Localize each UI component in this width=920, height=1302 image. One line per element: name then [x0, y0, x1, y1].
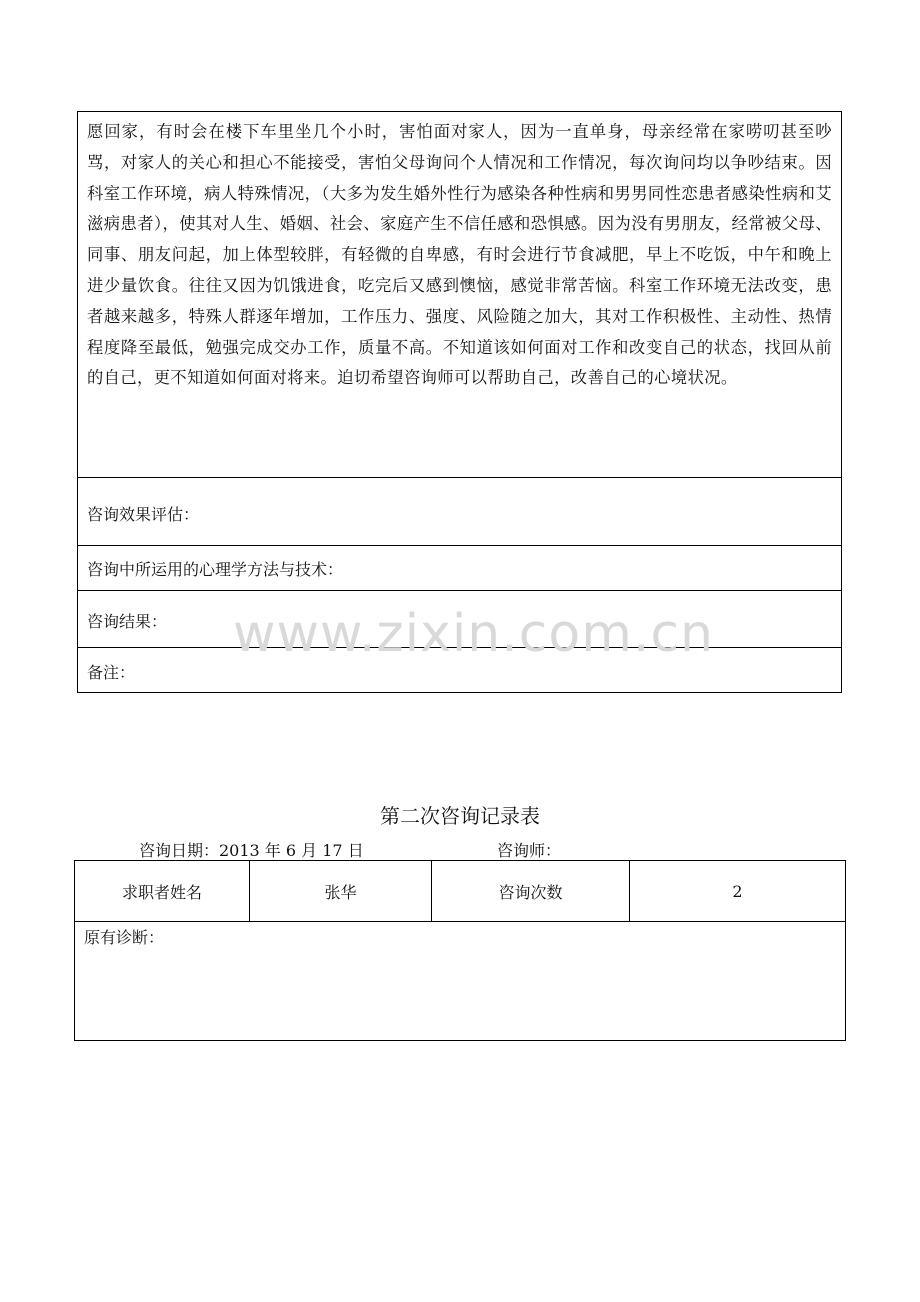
notes-label: 备注： — [78, 647, 841, 692]
result-label: 咨询结果： — [78, 590, 841, 647]
case-narrative: 愿回家，有时会在楼下车里坐几个小时，害怕面对家人，因为一直单身，母亲经常在家唠叨甚至吵骂，对家人的关心和担心不能接受，害怕父母询问个人情况和工作情况，每次询问均以争吵结束。因科室工作环境，病人特殊情况，（大多为发生婚外性行为感染各种性病和男男同性恋患者感染性病和艾滋病患者），使其对人生、婚姻、社会、家庭产生不信任感和恐惧感。因为没有男朋友，经常被父母、同事、朋友问起，加上体型较胖，有轻微的自卑感，有时会进行节食减肥，早上不吃饭，中午和晚上进少量饮食。往往又因为饥饿进食，吃完后又感到懊恼，感觉非常苦恼。科室工作环境无法改变，患者越来越多，特殊人群逐年增加，工作压力、强度、风险随之加大，其对工作积极性、主动性、热情程度降至最低，勉强完成交办工作，质量不高。不知道该如何面对工作和改变自己的状态，找回从前的自己，更不知道如何面对将来。迫切希望咨询师可以帮助自己，改善自己的心境状况。 — [87, 122, 832, 388]
applicant-name-label: 求职者姓名 — [75, 861, 250, 921]
table-header-row — [75, 861, 845, 921]
original-diagnosis-label: 原有诊断： — [75, 921, 845, 1040]
session-count-label: 咨询次数 — [432, 861, 630, 921]
section-title: 第二次咨询记录表 — [380, 804, 540, 828]
session-count-value: 2 — [732, 881, 743, 901]
counselor-label: 咨询师： — [497, 841, 562, 860]
record-table-2 — [74, 860, 846, 1041]
applicant-name-value: 张华 — [250, 861, 432, 921]
effect-evaluation-label: 咨询效果评估： — [78, 477, 841, 545]
consult-date: 咨询日期：2013 年 6 月 17 日 — [139, 841, 364, 860]
methods-label: 咨询中所运用的心理学方法与技术： — [78, 545, 841, 590]
watermark: www.zixin.com.cn — [233, 604, 714, 664]
